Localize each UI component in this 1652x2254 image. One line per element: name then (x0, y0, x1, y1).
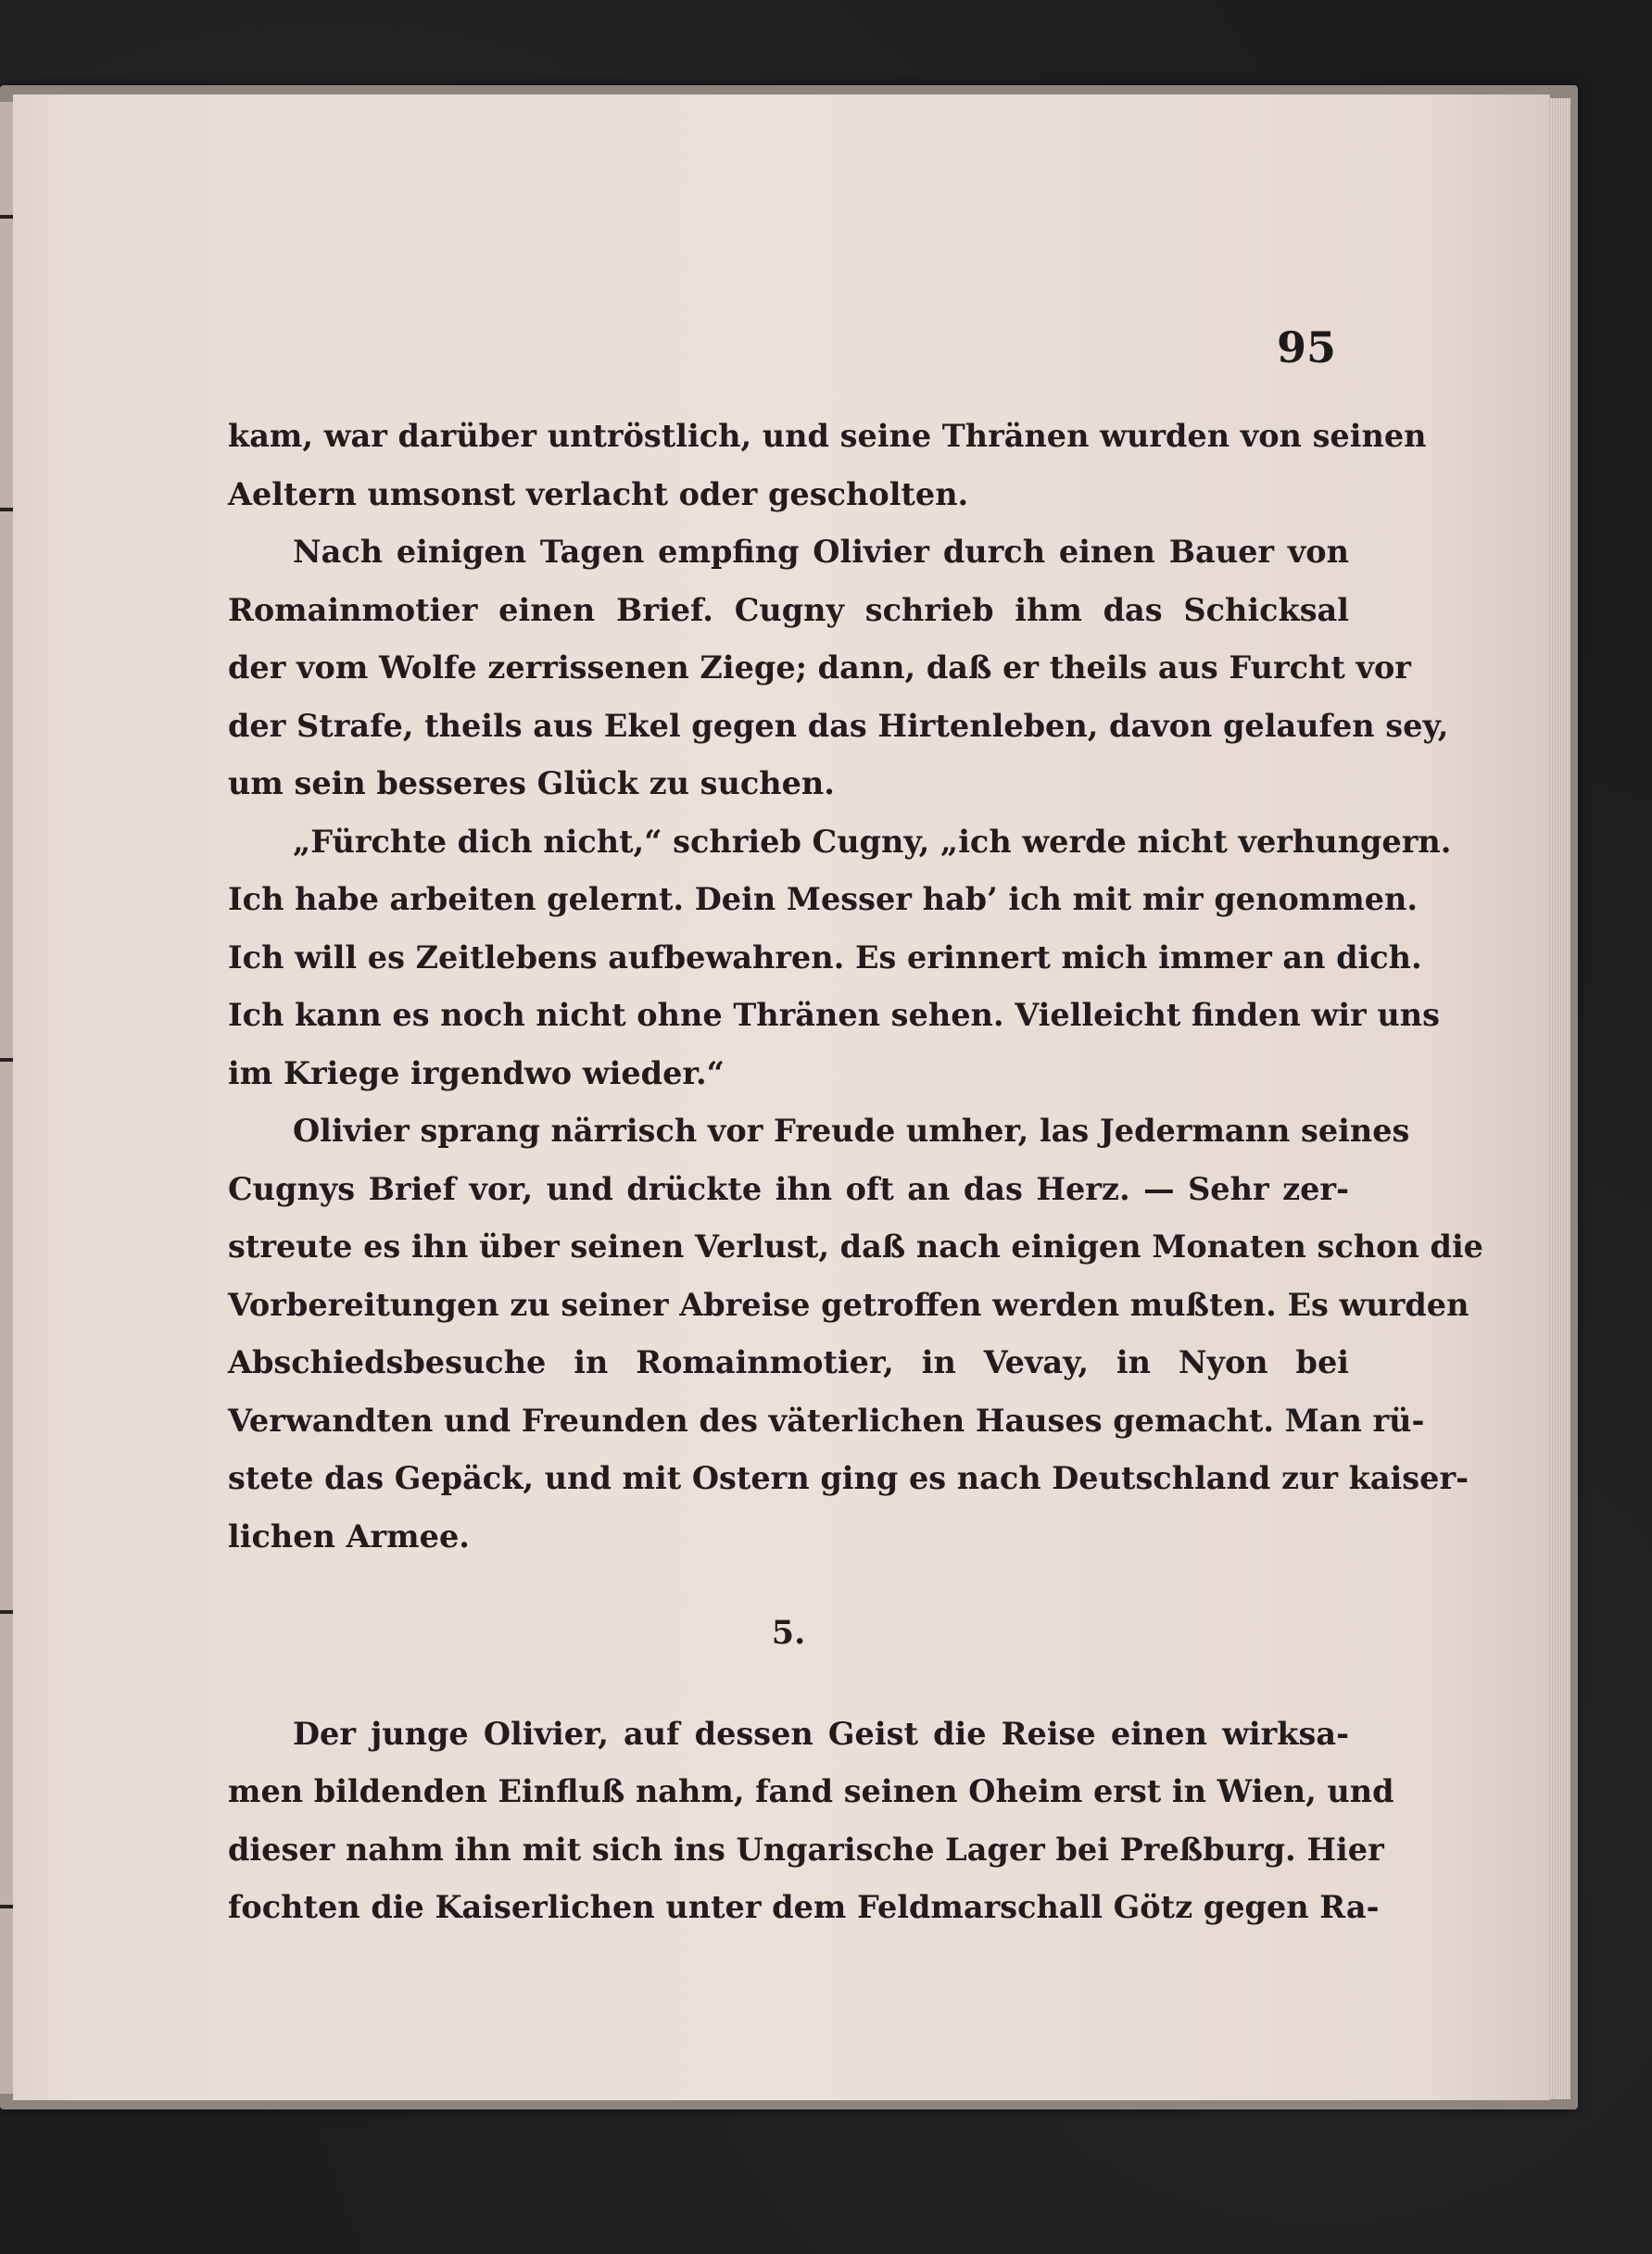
text-line: Nach einigen Tagen empfing Olivier durch einen Bauer von (293, 534, 1349, 570)
text-line: dieser nahm ihn mit sich ins Ungarische Lager bei Preßburg. Hier (228, 1831, 1384, 1868)
text-line: Verwandten und Freunden des väterlichen Hauses gemacht. Man rü- (228, 1402, 1425, 1439)
section-heading: 5. (771, 1614, 806, 1652)
page-number: 95 (1277, 322, 1337, 372)
text-line: Ich kann es noch nicht ohne Thränen sehen. Vielleicht finden wir uns (228, 997, 1440, 1033)
text-line: Cugnys Brief vor, und drückte ihn oft an das Herz. — Sehr zer- (228, 1170, 1349, 1207)
text-line: lichen Armee. (228, 1517, 470, 1555)
text-line: Olivier sprang närrisch vor Freude umher, las Jedermann seines (293, 1113, 1410, 1149)
text-line: Ich will es Zeitlebens aufbewahren. Es erinnert mich immer an dich. (228, 938, 1422, 976)
text-line: „Fürchte dich nicht,“ schrieb Cugny, „ich werde nicht verhungern. (293, 823, 1452, 860)
text-line: Der junge Olivier, auf dessen Geist die Reise einen wirksa- (293, 1715, 1349, 1752)
text-line: fochten die Kaiserlichen unter dem Feldmarschall Götz gegen Ra- (228, 1889, 1380, 1925)
page-edge-stack (1549, 98, 1570, 2099)
text-line: der vom Wolfe zerrissenen Ziege; dann, daß er theils aus Furcht vor (228, 649, 1411, 686)
text-line: stete das Gepäck, und mit Ostern ging es nach Deutschland zur kaiser- (228, 1460, 1469, 1496)
text-line: Ich habe arbeiten gelernt. Dein Messer hab’ ich mit mir genommen. (228, 881, 1419, 917)
text-line: Abschiedsbesuche in Romainmotier, in Vevay, in Nyon bei (228, 1344, 1349, 1380)
text-line: um sein besseres Glück zu suchen. (228, 765, 835, 801)
page-text (228, 408, 1483, 1937)
text-line: kam, war darüber untröstlich, und seine Thränen wurden von seinen (228, 418, 1427, 454)
text-line: der Strafe, theils aus Ekel gegen das Hirtenleben, davon gelaufen sey, (228, 707, 1449, 744)
text-line: Aeltern umsonst verlacht oder gescholten. (228, 475, 969, 512)
text-line: men bildenden Einfluß nahm, fand seinen Oheim erst in Wien, und (228, 1773, 1394, 1809)
text-line: im Kriege irgendwo wieder.“ (228, 1054, 725, 1091)
text-line: Romainmotier einen Brief. Cugny schrieb ihm das Schicksal (228, 591, 1349, 628)
text-line: streute es ihn über seinen Verlust, daß nach einigen Monaten schon die (228, 1228, 1483, 1265)
text-line: Vorbereitungen zu seiner Abreise getroffen werden mußten. Es wurden (228, 1286, 1469, 1323)
